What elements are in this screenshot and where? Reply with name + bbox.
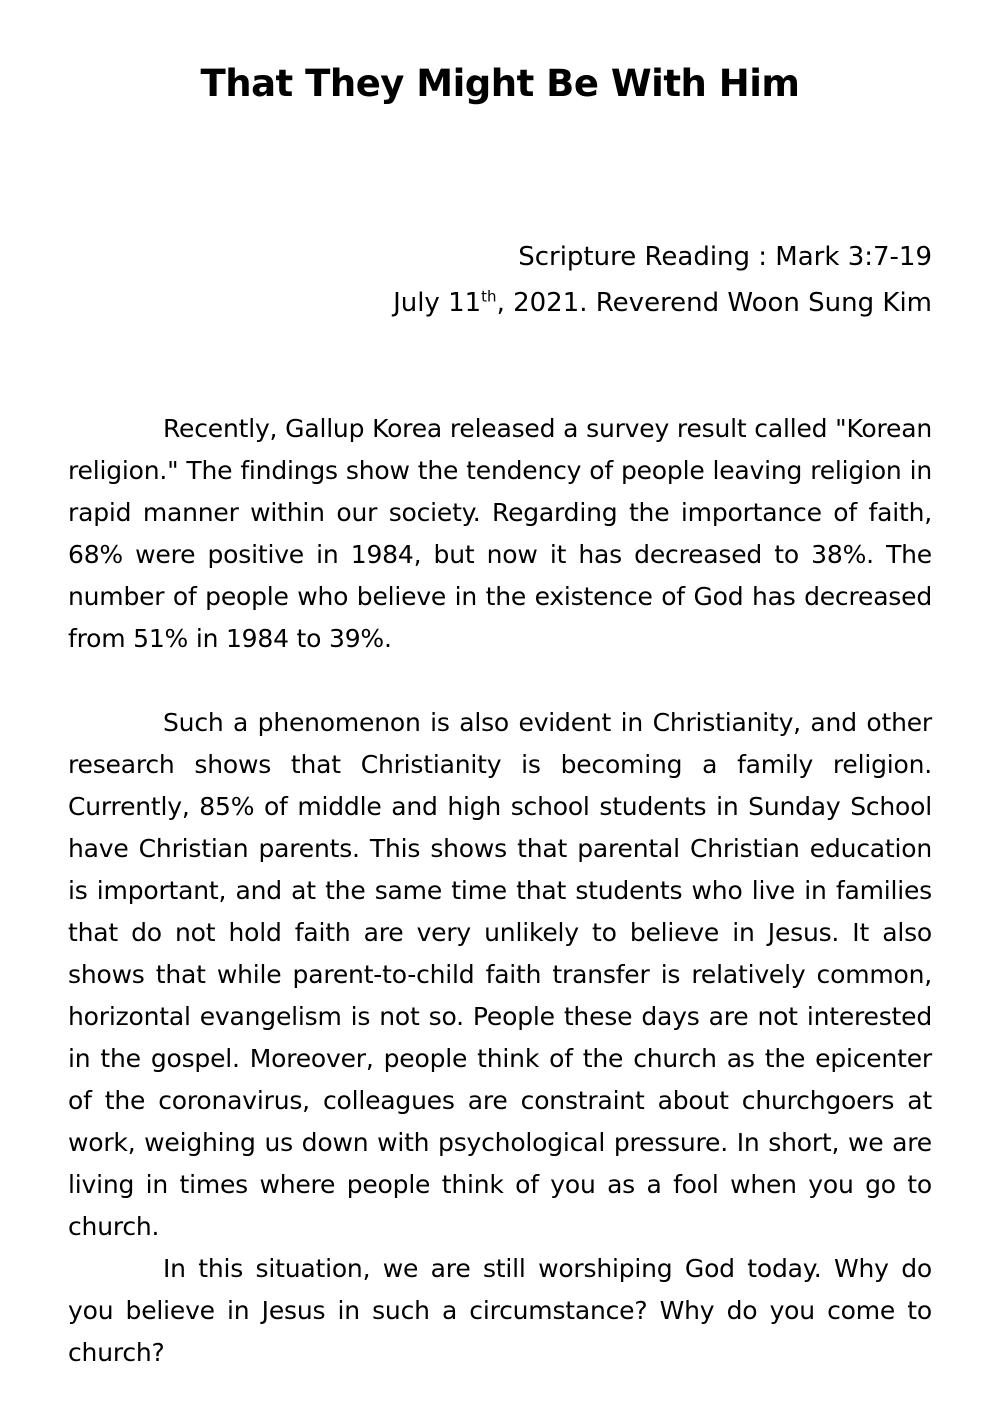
body-paragraph: In this situation, we are still worshiping God today. Why do you believe in Jesus in such a circumstance? Why do you come to church?	[68, 1254, 932, 1367]
body-paragraph: Such a phenomenon is also evident in Christianity, and other research shows that Christianity is becoming a family religion. Currently, 85% of middle and high school students in Sunday School have Christian parents. This shows that parental Christian education is important, and at the same time that students who live in families that do not hold faith are very unlikely to believe in Jesus. It also shows that while parent-to-child faith transfer is relatively common, horizontal evangelism is not so. People these days are not interested in the gospel. Moreover, people think of the church as the epicenter of the coronavirus, colleagues are constraint about churchgoers at work, weighing us down with psychological pressure. In short, we are living in times where people think of you as a fool when you go to church.	[68, 708, 932, 1241]
date-month-day: July 11	[393, 288, 482, 318]
sermon-date-author	[232, 280, 932, 326]
document-title: That They Might Be With Him	[200, 62, 800, 105]
body-paragraph: Recently, Gallup Korea released a survey result called "Korean religion." The findings show the tendency of people leaving religion in rapid manner within our society. Regarding the importance of faith, 68% were positive in 1984, but now it has decreased to 38%. The number of people who believe in the existence of God has decreased from 51% in 1984 to 39%.	[68, 414, 932, 653]
date-ordinal-suffix: th	[481, 287, 497, 306]
sermon-meta	[232, 234, 932, 326]
scripture-reading: Scripture Reading : Mark 3:7-19	[518, 242, 932, 272]
date-year-author: , 2021. Reverend Woon Sung Kim	[496, 288, 932, 318]
